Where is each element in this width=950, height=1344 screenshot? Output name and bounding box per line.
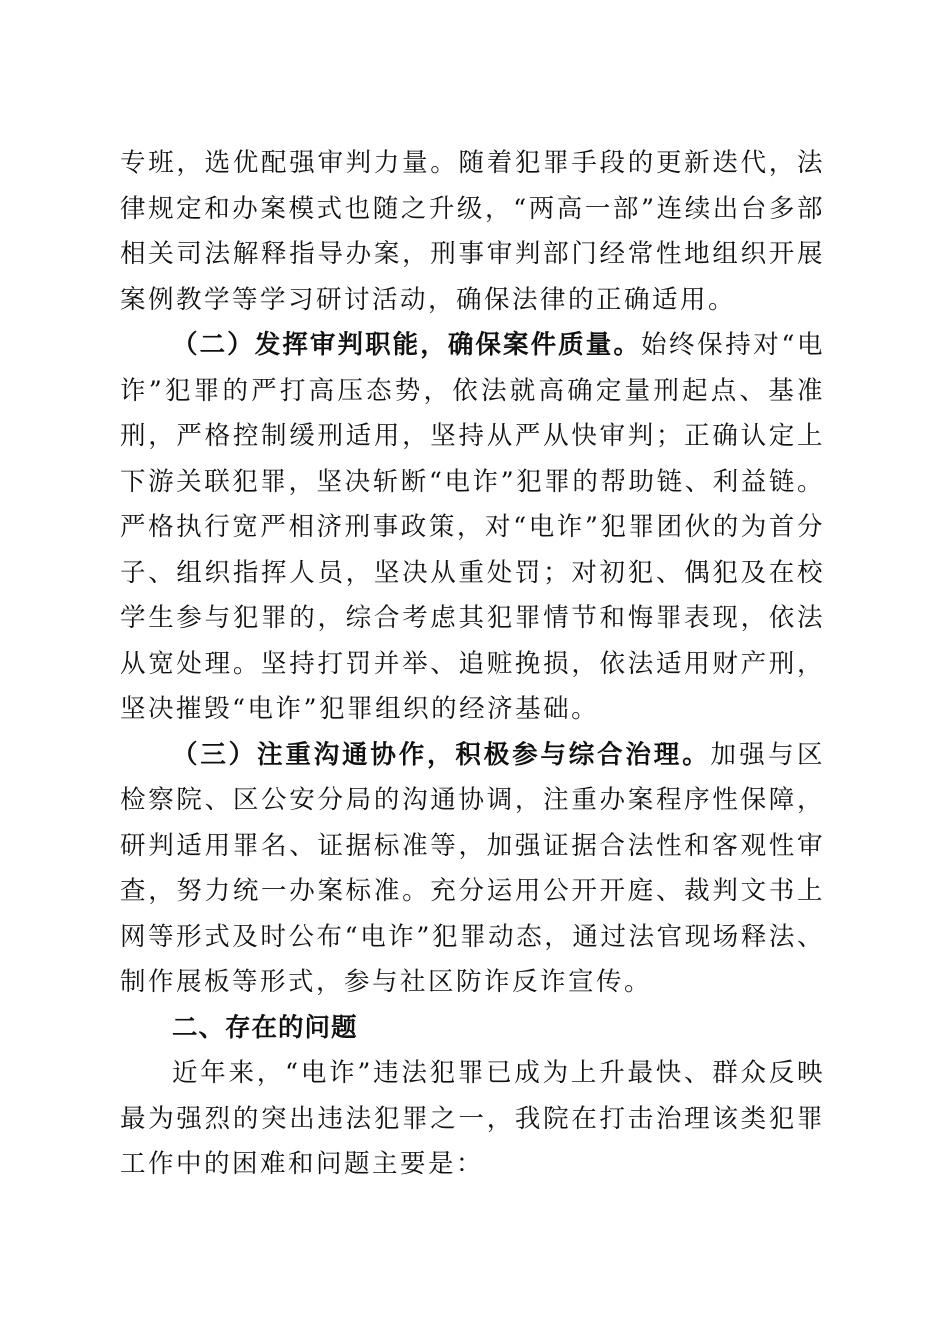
paragraph-coordination — [120, 733, 825, 1006]
paragraph-text: 加强与区检察院、区公安分局的沟通协调，注重办案程序性保障，研判适用罪名、证据标准等，加强证据合法性和客观性审查，努力统一办案标准。充分运用公开开庭、裁判文书上网等形式及时公布“电诈”犯罪动态，通过法官现场释法、制作展板等形式，参与社区防诈反诈宣传。 — [120, 739, 825, 997]
paragraph-heading: （三）注重沟通协作，积极参与综合治理。 — [172, 739, 711, 770]
paragraph-judicial-function — [120, 323, 825, 733]
document-page — [120, 141, 825, 1188]
paragraph-text: 始终保持对“电诈”犯罪的严打高压态势，依法就高确定量刑起点、基准刑，严格控制缓刑适用，坚持从严从快审判；正确认定上下游关联犯罪，坚决斩断“电诈”犯罪的帮助链、利益链。严格执行宽严相济刑事政策，对“电诈”犯罪团伙的为首分子、组织指挥人员，坚决从重处罚；对初犯、偶犯及在校学生参与犯罪的，综合考虑其犯罪情节和悔罪表现，依法从宽处理。坚持打罚并举、追赃挽损，依法适用财产刑，坚决摧毁“电诈”犯罪组织的经济基础。 — [120, 330, 825, 724]
paragraph-heading: （二）发挥审判职能，确保案件质量。 — [172, 330, 641, 360]
paragraph-problems-intro: 近年来，“电诈”违法犯罪已成为上升最快、群众反映最为强烈的突出违法犯罪之一，我院在打击治理该类犯罪工作中的困难和问题主要是： — [120, 1058, 825, 1179]
paragraph-continuation — [120, 141, 825, 323]
paragraph-text: 专班，选优配强审判力量。随着犯罪手段的更新迭代，法律规定和办案模式也随之升级，“两高一部”连续出台多部相关司法解释指导办案，刑事审判部门经常性地组织开展案例教学等学习研讨活动，确保法律的正确适用。 — [120, 148, 825, 315]
section-heading: 二、存在的问题 — [172, 1012, 358, 1043]
